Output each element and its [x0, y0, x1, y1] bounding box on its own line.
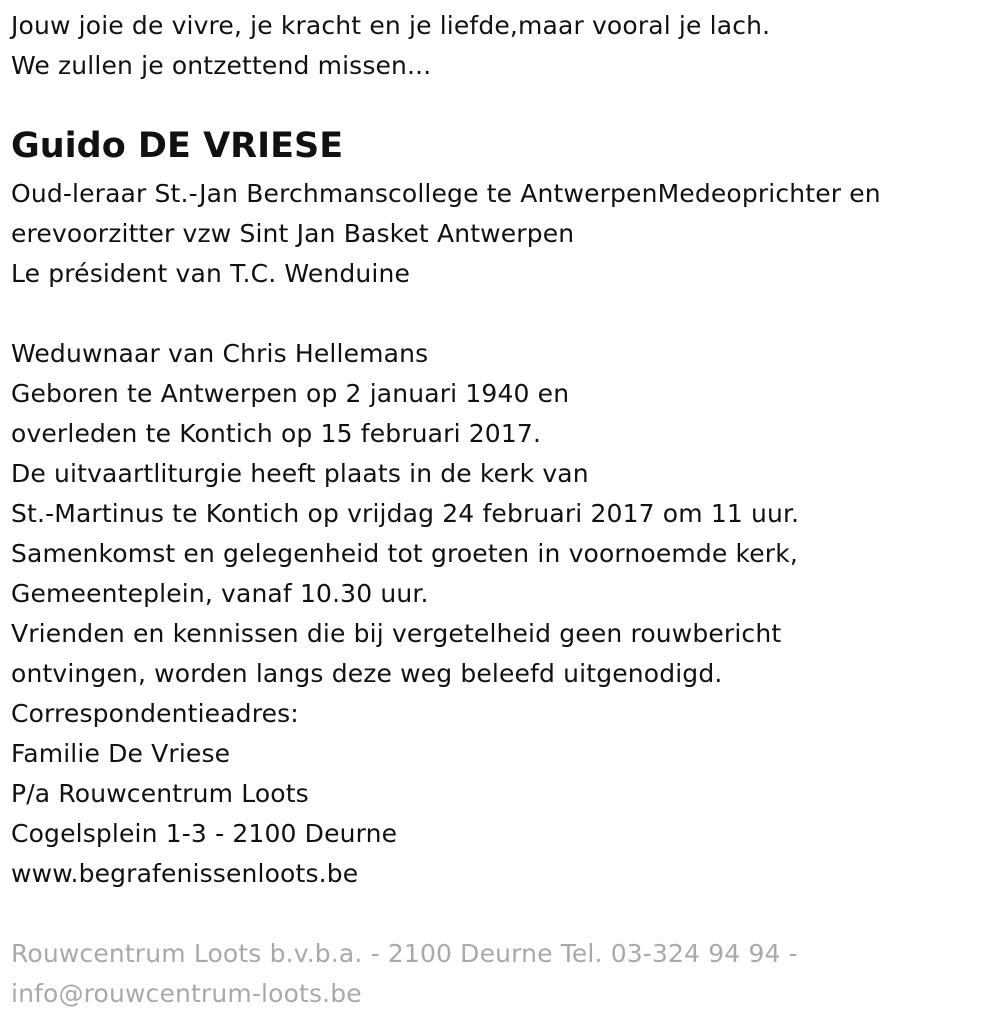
footer-line: Rouwcentrum Loots b.v.b.a. - 2100 Deurne Tel. 03-324 94 94 -: [11, 939, 798, 968]
website-link[interactable]: www.begrafenissenloots.be: [11, 859, 359, 888]
detail-line: ontvingen, worden langs deze weg beleefd uitgenodigd.: [11, 659, 723, 688]
detail-line: Weduwnaar van Chris Hellemans: [11, 339, 429, 368]
deceased-name: Guido DE VRIESE: [11, 126, 344, 166]
detail-line: Gemeenteplein, vanaf 10.30 uur.: [11, 579, 429, 608]
intro-quote: [11, 6, 770, 86]
intro-line: We zullen je ontzettend missen...: [11, 51, 432, 80]
intro-line: Jouw joie de vivre, je kracht en je liefde,maar vooral je lach.: [11, 11, 771, 40]
address-line: P/a Rouwcentrum Loots: [11, 779, 309, 808]
address-line: Familie De Vriese: [11, 739, 231, 768]
footer-contact: [11, 934, 798, 1014]
correspondence-label: Correspondentieadres:: [11, 699, 299, 728]
footer-email[interactable]: info@rouwcentrum-loots.be: [11, 979, 362, 1008]
title-line: Oud-leraar St.-Jan Berchmanscollege te AntwerpenMedeoprichter en: [11, 179, 881, 208]
detail-line: Geboren te Antwerpen op 2 januari 1940 en: [11, 379, 570, 408]
detail-line: St.-Martinus te Kontich op vrijdag 24 februari 2017 om 11 uur.: [11, 499, 800, 528]
title-line: erevoorzitter vzw Sint Jan Basket Antwerpen: [11, 219, 575, 248]
titles-block: [11, 174, 881, 294]
detail-line: De uitvaartliturgie heeft plaats in de kerk van: [11, 459, 589, 488]
detail-line: Vrienden en kennissen die bij vergetelheid geen rouwbericht: [11, 619, 782, 648]
title-line: Le président van T.C. Wenduine: [11, 259, 410, 288]
detail-line: overleden te Kontich op 15 februari 2017.: [11, 419, 542, 448]
detail-line: Samenkomst en gelegenheid tot groeten in voornoemde kerk,: [11, 539, 798, 568]
details-block: [11, 334, 799, 894]
address-line: Cogelsplein 1-3 - 2100 Deurne: [11, 819, 398, 848]
